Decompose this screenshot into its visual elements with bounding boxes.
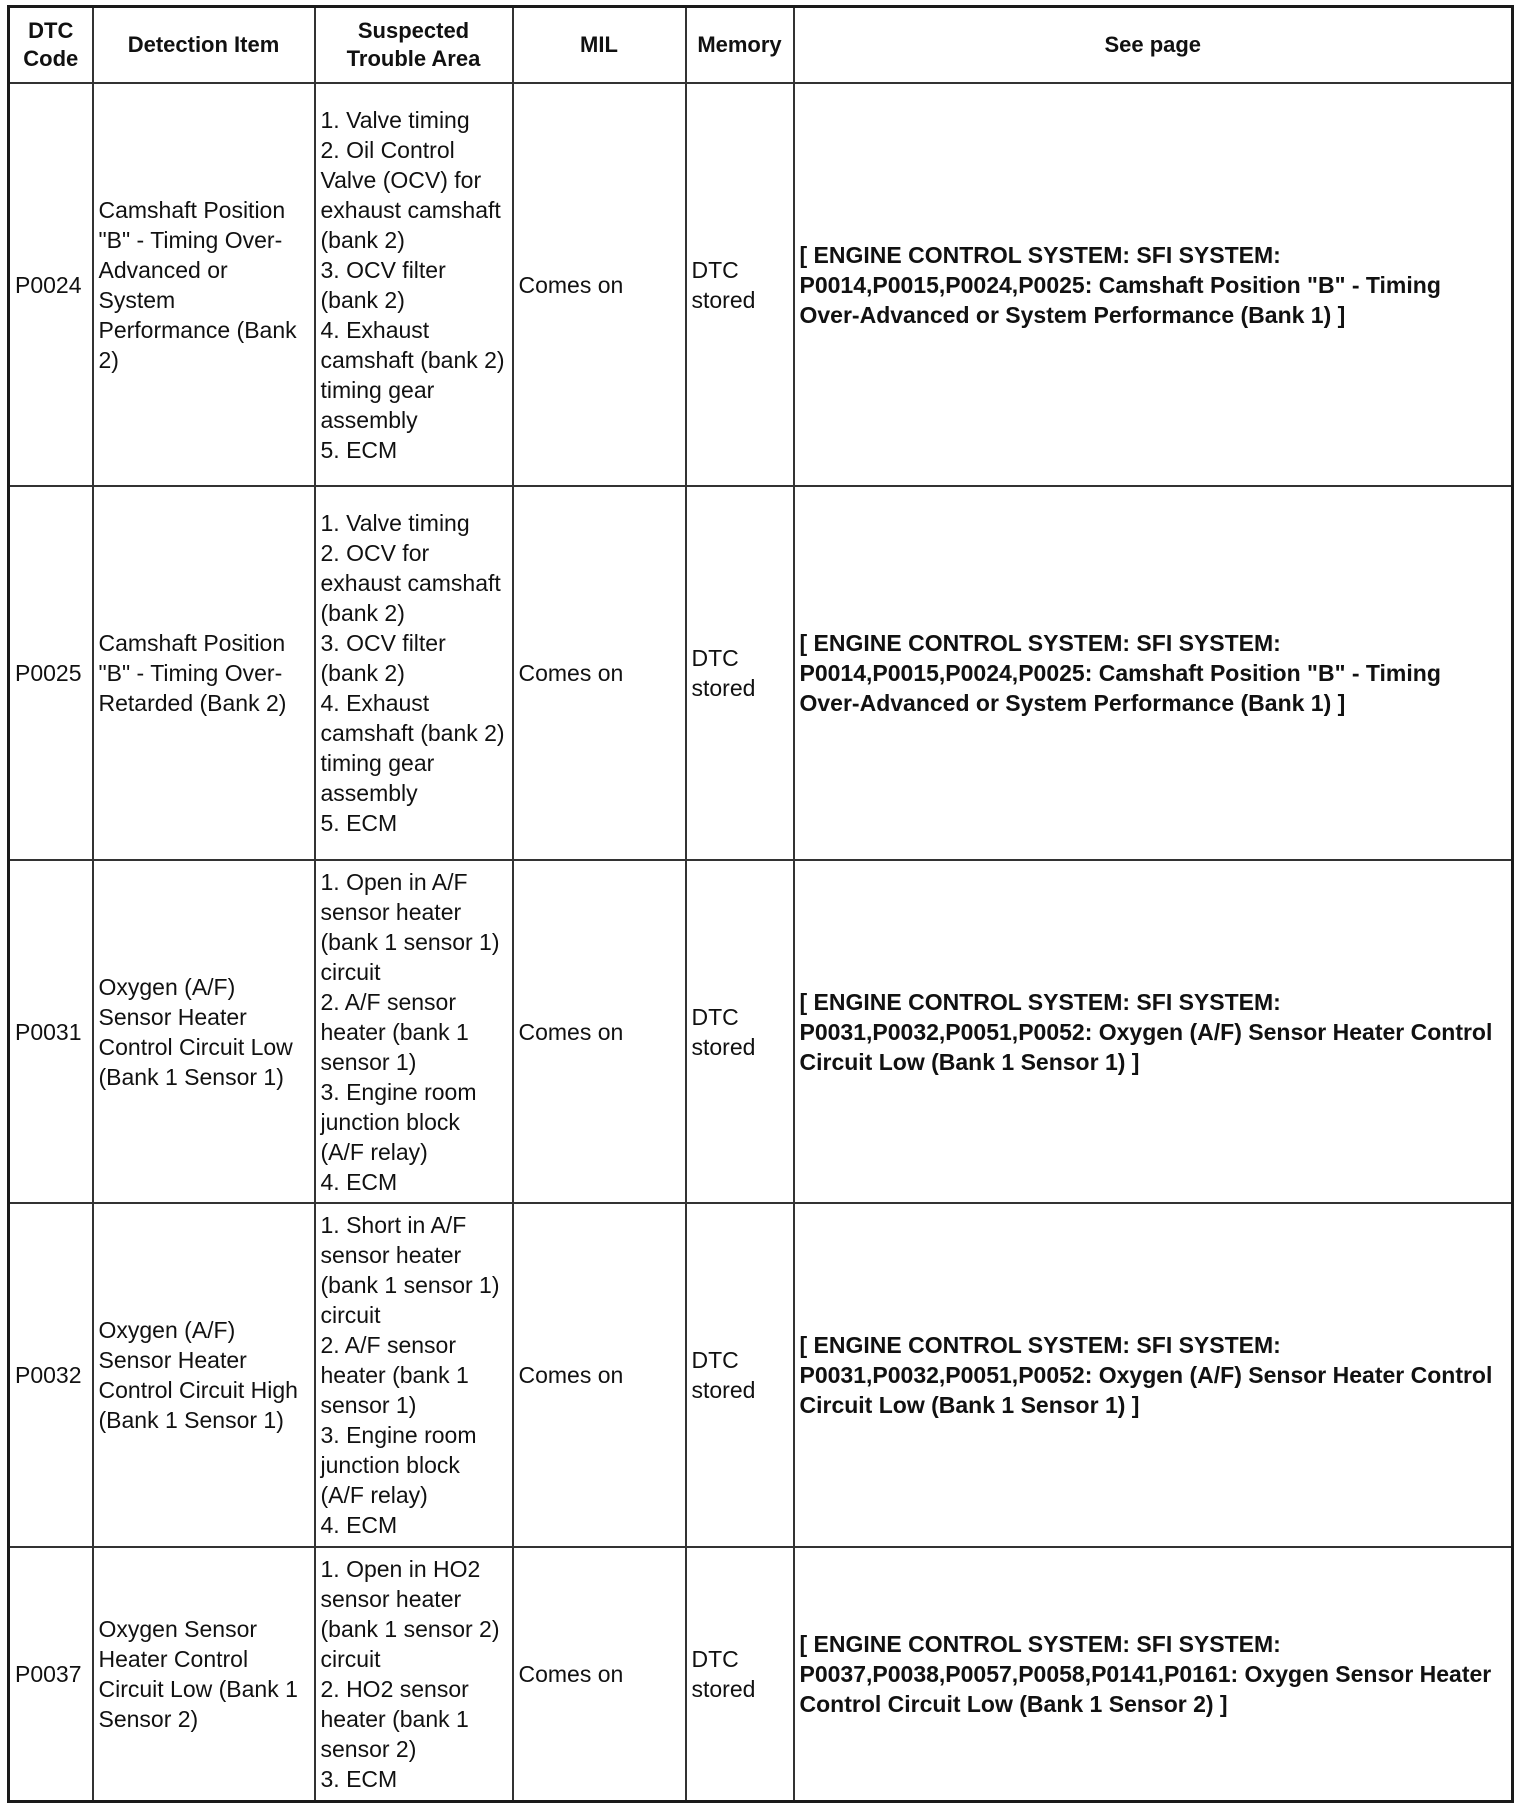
trouble-area-line: 4. ECM [320,1512,398,1538]
trouble-area-line: 3. OCV filter (bank 2) [320,256,446,313]
see-page-link[interactable]: [ ENGINE CONTROL SYSTEM: SFI SYSTEM: P0014,P0015,P0024,P0025: Camshaft Position "B" - Timing Over-Advanced or System Performance (Bank 1) ] [794,486,1513,860]
dtc-code-cell: P0037 [9,1547,93,1801]
memory-cell: DTC stored [686,486,794,860]
trouble-area-line: 1. Valve timing [320,510,470,536]
trouble-area-line: 3. Engine room junction block (A/F relay) [320,1422,477,1508]
header-row [9,7,1513,84]
header-suspected-trouble-area: Suspected Trouble Area [315,7,513,84]
trouble-area-line: 3. OCV filter (bank 2) [320,630,446,686]
table-row [9,1547,1513,1801]
detection-item-cell: Oxygen (A/F) Sensor Heater Control Circuit High (Bank 1 Sensor 1) [93,1203,315,1547]
see-page-link[interactable]: [ ENGINE CONTROL SYSTEM: SFI SYSTEM: P0014,P0015,P0024,P0025: Camshaft Position "B" - Timing Over-Advanced or System Performance (Bank 1) ] [794,83,1513,486]
dtc-table [7,5,1514,1803]
table-row [9,1203,1513,1547]
see-page-link[interactable]: [ ENGINE CONTROL SYSTEM: SFI SYSTEM: P0037,P0038,P0057,P0058,P0141,P0161: Oxygen Sensor Heater Control Circuit Low (Bank 1 Sensor 2) ] [794,1547,1513,1801]
mil-cell: Comes on [513,83,686,486]
see-page-link[interactable]: [ ENGINE CONTROL SYSTEM: SFI SYSTEM: P0031,P0032,P0051,P0052: Oxygen (A/F) Sensor Heater Control Circuit Low (Bank 1 Sensor 1) ] [794,860,1513,1203]
trouble-area-cell [315,860,513,1203]
header-mil: MIL [513,7,686,84]
memory-cell: DTC stored [686,1547,794,1801]
detection-item-cell: Oxygen Sensor Heater Control Circuit Low (Bank 1 Sensor 2) [93,1547,315,1801]
detection-item-cell: Camshaft Position "B" - Timing Over-Retarded (Bank 2) [93,486,315,860]
dtc-table-sheet [7,5,1514,1797]
trouble-area-cell [315,83,513,486]
trouble-area-line: 1. Valve timing [320,106,470,133]
trouble-area-line: 4. Exhaust camshaft (bank 2) timing gear assembly [320,690,505,806]
trouble-area-cell [315,1203,513,1547]
see-page-link[interactable]: [ ENGINE CONTROL SYSTEM: SFI SYSTEM: P0031,P0032,P0051,P0052: Oxygen (A/F) Sensor Heater Control Circuit Low (Bank 1 Sensor 1) ] [794,1203,1513,1547]
memory-cell: DTC stored [686,1203,794,1547]
trouble-area-line: 2. OCV for exhaust camshaft (bank 2) [320,540,501,626]
trouble-area-line: 2. Oil Control Valve (OCV) for exhaust camshaft (bank 2) [320,136,501,253]
trouble-area-line: 1. Open in A/F sensor heater (bank 1 sensor 1) circuit [320,868,500,985]
trouble-area-cell [315,1547,513,1801]
table-row [9,83,1513,486]
memory-cell: DTC stored [686,83,794,486]
header-detection-item: Detection Item [93,7,315,84]
detection-item-cell: Camshaft Position "B" - Timing Over-Advanced or System Performance (Bank 2) [93,83,315,486]
trouble-area-line: 3. ECM [320,1765,398,1792]
header-dtc-code: DTC Code [9,7,93,84]
mil-cell: Comes on [513,860,686,1203]
trouble-area-line: 5. ECM [320,436,398,463]
trouble-area-cell [315,486,513,860]
table-row [9,486,1513,860]
dtc-code-cell: P0025 [9,486,93,860]
trouble-area-line: 4. Exhaust camshaft (bank 2) timing gear assembly [320,316,505,433]
trouble-area-line: 2. A/F sensor heater (bank 1 sensor 1) [320,1332,469,1418]
header-memory: Memory [686,7,794,84]
mil-cell: Comes on [513,1547,686,1801]
dtc-code-cell: P0031 [9,860,93,1203]
memory-cell: DTC stored [686,860,794,1203]
dtc-code-cell: P0024 [9,83,93,486]
mil-cell: Comes on [513,486,686,860]
trouble-area-line: 2. HO2 sensor heater (bank 1 sensor 2) [320,1675,469,1762]
trouble-area-line: 5. ECM [320,810,398,836]
table-row [9,860,1513,1203]
trouble-area-line: 3. Engine room junction block (A/F relay) [320,1078,477,1165]
trouble-area-line: 2. A/F sensor heater (bank 1 sensor 1) [320,988,469,1075]
trouble-area-line: 1. Open in HO2 sensor heater (bank 1 sensor 2) circuit [320,1555,500,1672]
header-see-page: See page [794,7,1513,84]
detection-item-cell: Oxygen (A/F) Sensor Heater Control Circuit Low (Bank 1 Sensor 1) [93,860,315,1203]
dtc-code-cell: P0032 [9,1203,93,1547]
mil-cell: Comes on [513,1203,686,1547]
trouble-area-line: 1. Short in A/F sensor heater (bank 1 sensor 1) circuit [320,1212,500,1328]
trouble-area-line: 4. ECM [320,1168,398,1195]
